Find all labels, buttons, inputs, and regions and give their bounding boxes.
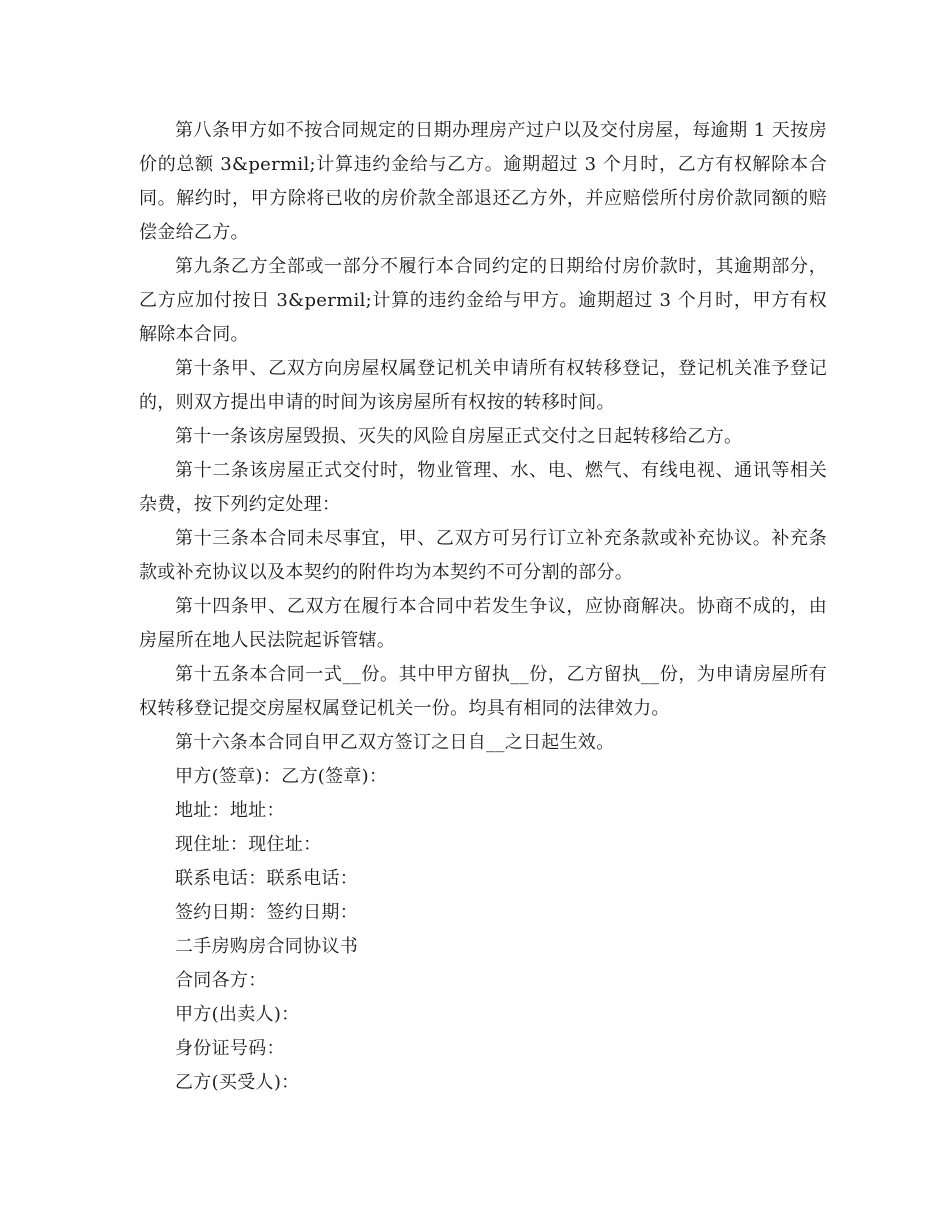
contract-title: 二手房购房合同协议书 (175, 936, 358, 957)
article-12: 第十二条该房屋正式交付时，物业管理、水、电、燃气、有线电视、通讯等相关杂费，按下列约定处理： (139, 460, 827, 515)
id-number-line: 身份证号码： (175, 1038, 285, 1059)
document-body (139, 114, 827, 1100)
party-b-buyer: 乙方(买受人)： (175, 1072, 300, 1093)
address-line: 地址：地址： (175, 800, 285, 821)
phone-line: 联系电话：联系电话： (175, 868, 358, 889)
article-10: 第十条甲、乙双方向房屋权属登记机关申请所有权转移登记，登记机关准予登记的，则双方提出申请的时间为该房屋所有权按的转移时间。 (139, 358, 827, 413)
signing-date-line: 签约日期：签约日期： (175, 902, 358, 923)
article-11: 第十一条该房屋毁损、灭失的风险自房屋正式交付之日起转移给乙方。 (175, 426, 743, 447)
article-8: 第八条甲方如不按合同规定的日期办理房产过户以及交付房屋，每逾期 1 天按房价的总额 3&permil;计算违约金给与乙方。逾期超过 3 个月时，乙方有权解除本合同。解约时，甲方除将已收的房价款全部退还乙方外，并应赔偿所付房价款同额的赔偿金给乙方。 (139, 120, 827, 243)
article-9: 第九条乙方全部或一部分不履行本合同约定的日期给付房价款时，其逾期部分，乙方应加付按日 3&permil;计算的违约金给与甲方。逾期超过 3 个月时，甲方有权解除本合同。 (139, 256, 827, 345)
party-a-seller: 甲方(出卖人)： (175, 1004, 300, 1025)
current-address-line: 现住址：现住址： (175, 834, 322, 855)
parties-heading: 合同各方： (175, 970, 267, 991)
article-14: 第十四条甲、乙双方在履行本合同中若发生争议，应协商解决。协商不成的，由房屋所在地人民法院起诉管辖。 (139, 596, 827, 651)
article-15: 第十五条本合同一式__份。其中甲方留执__份，乙方留执__份，为申请房屋所有权转移登记提交房屋权属登记机关一份。均具有相同的法律效力。 (139, 664, 827, 719)
signature-line: 甲方(签章)：乙方(签章)： (175, 766, 388, 787)
article-13: 第十三条本合同未尽事宜，甲、乙双方可另行订立补充条款或补充协议。补充条款或补充协议以及本契约的附件均为本契约不可分割的部分。 (139, 528, 827, 583)
article-16: 第十六条本合同自甲乙双方签订之日自__之日起生效。 (175, 732, 615, 753)
